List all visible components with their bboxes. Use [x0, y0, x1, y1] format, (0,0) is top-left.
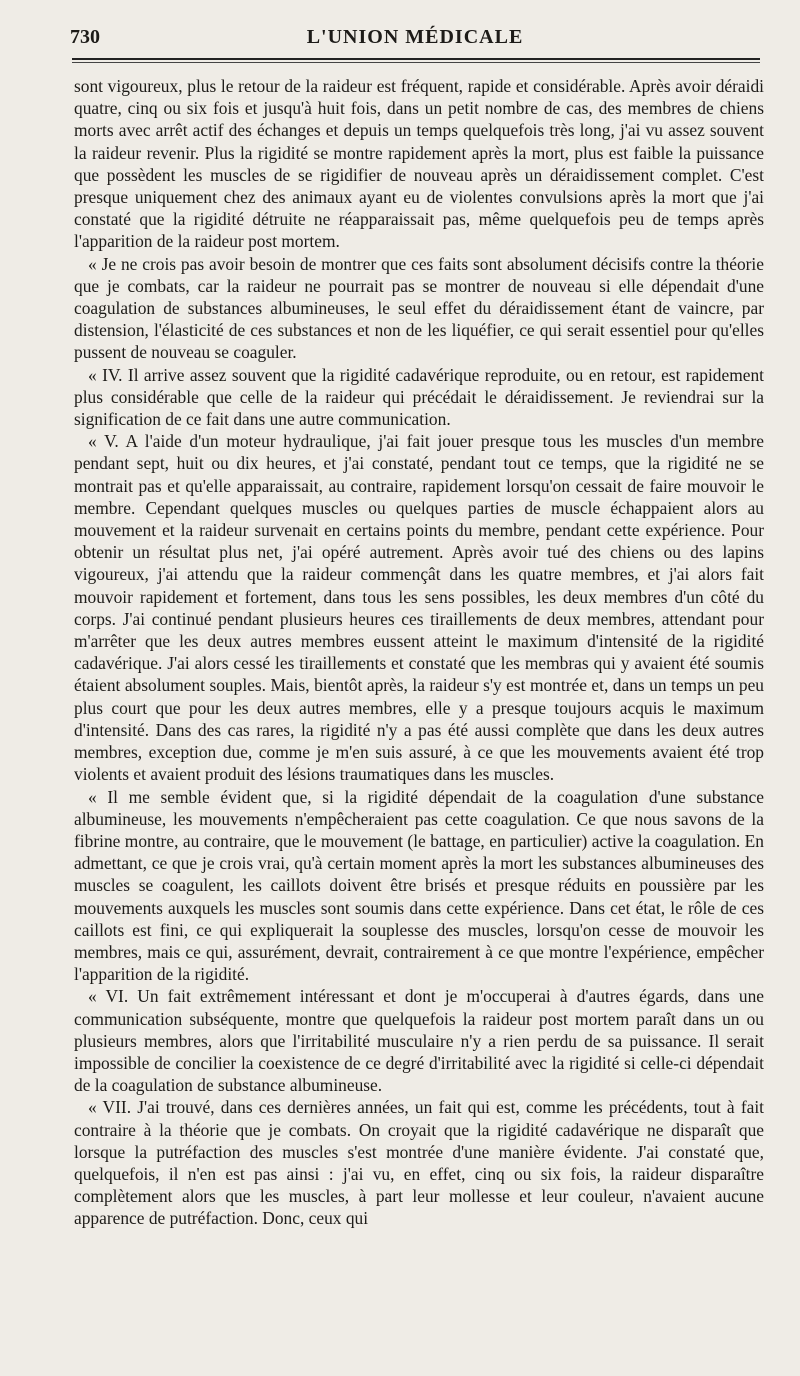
paragraph: « Je ne crois pas avoir besoin de montrer que ces faits sont absolument décisifs contre la théorie que je combats, car la raideur ne pourrait pas se montrer de nouveau si elle dépendait d'une coagulation de substances albumineuses, le seul effet du déraidissement étant de vaincre, par distension, l'élasticité de ces substances et non de les liquéfier, ce qui serait essentiel pour qu'elles pussent de nouveau se coaguler. [74, 253, 764, 363]
page-header [70, 26, 760, 52]
paragraph: « VI. Un fait extrêmement intéressant et dont je m'occuperai à d'autres égards, dans une communication subséquente, montre que quelquefois la raideur post mortem paraît dans un ou plusieurs membres, alors que l'irritabilité musculaire n'y a rien perdu de sa puissance. Il serait impossible de concilier la coexistence de ce degré d'irritabilité avec la rigidité si celle-ci dépendait de la coagulation de substance albumineuse. [74, 986, 764, 1096]
page-number: 730 [70, 26, 100, 48]
journal-title: L'UNION MÉDICALE [306, 26, 524, 48]
paragraph: « VII. J'ai trouvé, dans ces dernières années, un fait qui est, comme les précédents, tout à fait contraire à la théorie que je combats. On croyait que la rigidité cadavérique ne disparaît que lorsque la putréfaction des muscles s'est montrée d'une manière évidente. J'ai constaté que, quelquefois, il n'en est pas ainsi : j'ai vu, en effet, cinq ou six fois, la raideur disparaître complètement alors que les muscles, à part leur mollesse et leur couleur, n'avaient aucune apparence de putréfaction. Donc, ceux qui [74, 1097, 764, 1229]
header-rule [72, 58, 760, 63]
paragraph: « Il me semble évident que, si la rigidité dépendait de la coagulation d'une substance albumineuse, les mouvements n'empêcheraient pas cette coagulation. Ce que nous savons de la fibrine montre, au contraire, que le mouvement (le battage, en particulier) active la coagulation. En admettant, ce que je crois vrai, qu'à certain moment après la mort les substances albumineuses des muscles se coagulent, les caillots doivent être brisés et presque réduits en poussière par les mouvements auxquels les muscles sont soumis dans cette expérience. Dans cet état, le rôle de ces caillots est fini, ce qui expliquerait la souplesse des muscles, lorsqu'on cesse de mouvoir les membres, mais ce qui, assurément, devrait, contrairement à ce que montre l'expérience, empêcher l'apparition de la rigidité. [74, 786, 764, 985]
body-text [74, 75, 764, 1230]
paragraph: « V. A l'aide d'un moteur hydraulique, j'ai fait jouer presque tous les muscles d'un membre pendant sept, huit ou dix heures, et j'ai constaté, pendant tout ce temps, que la rigidité ne se montrait pas et qu'elle apparaissait, au contraire, rapidement lorsqu'on cessait de faire mouvoir le membre. Cependant quelques muscles ou quelques parties de muscle échappaient alors au mouvement et la raideur survenait en certains points du membre, pendant cette expérience. Pour obtenir un résultat plus net, j'ai opéré autrement. Après avoir tué des chiens ou des lapins vigoureux, j'ai attendu que la raideur commençât dans les quatre membres, et j'ai alors fait mouvoir rapidement et fortement, dans tous les sens possibles, les deux membres d'un côté du corps. J'ai continué pendant plusieurs heures ces tiraillements de deux membres, attendant pour m'arrêter que les deux autres membres eussent atteint le maximum d'intensité de la rigidité cadavérique. J'ai alors cessé les tiraillements et constaté que les membras qui y avaient été soumis étaient absolument souples. Mais, bientôt après, la raideur s'y est montrée et, dans un temps un peu plus court que pour les deux autres membres, elle y a presque toujours acquis le maximum d'intensité. Dans des cas rares, la rigidité n'y a pas été aussi complète que dans les deux autres membres, exception due, comme je m'en suis assuré, à ce que les mouvements avaient été trop violents et avaient produit des lésions traumatiques dans les muscles. [74, 431, 764, 785]
paragraph: « IV. Il arrive assez souvent que la rigidité cadavérique reproduite, ou en retour, est rapidement plus considérable que celle de la raideur qui précédait le déraidissement. Je reviendrai sur la signification de ce fait dans une autre communication. [74, 364, 764, 430]
paragraph: sont vigoureux, plus le retour de la raideur est fréquent, rapide et considérable. Après avoir déraidi quatre, cinq ou six fois et jusqu'à huit fois, dans un petit nombre de cas, des membres de chiens morts avec arrêt actif des échanges et depuis un temps quelquefois très long, j'ai vu assez souvent la raideur revenir. Plus la rigidité se montre rapidement après la mort, plus est faible la puissance que possèdent les muscles de se rigidifier de nouveau après un déraidissement complet. C'est presque uniquement chez des animaux ayant eu de violentes convulsions après la mort que j'ai constaté que la rigidité détruite ne réapparaissait pas, même quelquefois peu de temps après l'apparition de la raideur post mortem. [74, 76, 764, 252]
